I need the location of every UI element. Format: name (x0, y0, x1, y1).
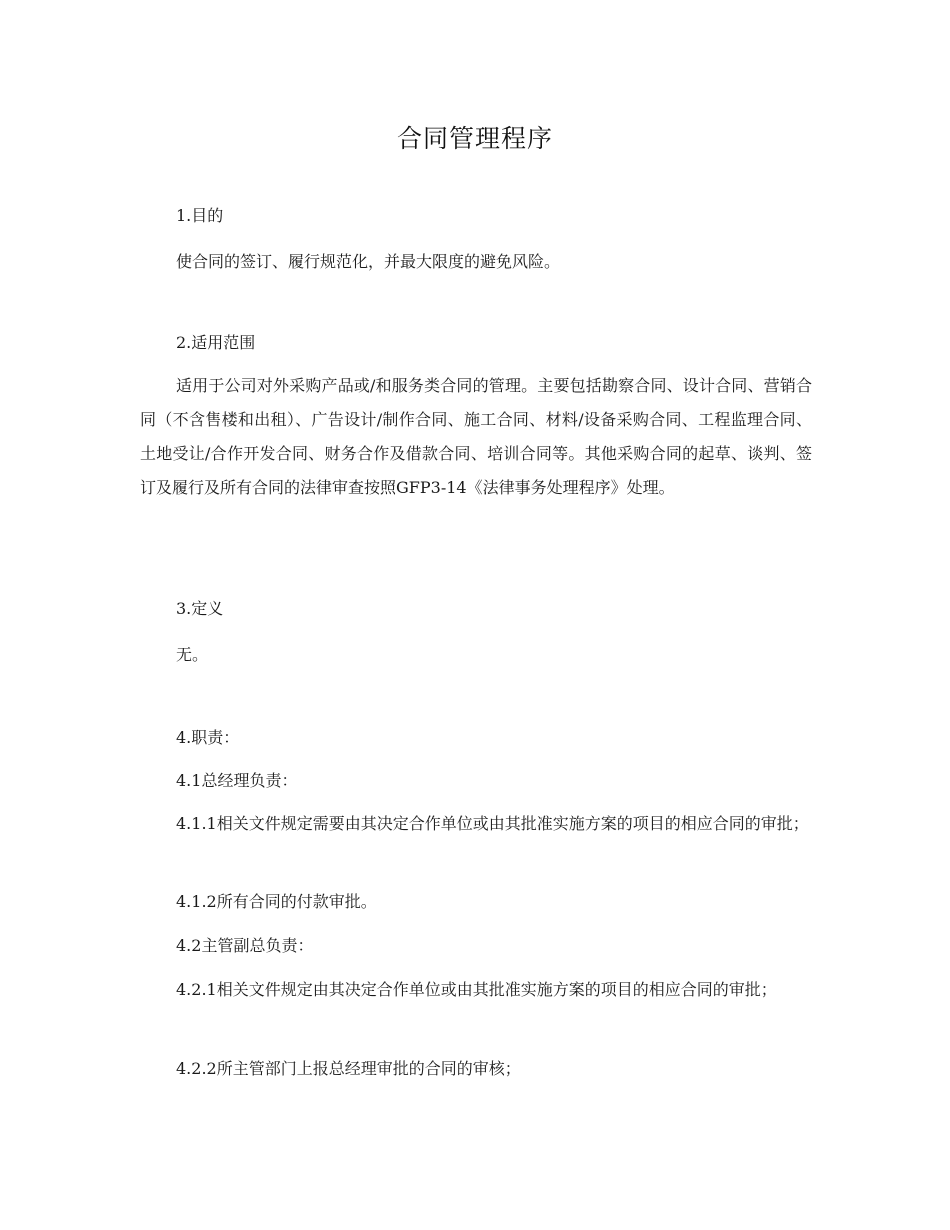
section-1-heading: 1.目的 (176, 206, 224, 225)
section-3-body: 无。 (176, 645, 209, 664)
section-4-heading: 4.职责： (176, 728, 240, 747)
section-4-2-1: 4.2.1相关文件规定由其决定合作单位或由其批准实施方案的项目的相应合同的审批； (176, 980, 777, 999)
section-4-2-heading: 4.2主管副总负责： (176, 936, 314, 955)
section-4-2-2: 4.2.2所主管部门上报总经理审批的合同的审核； (176, 1059, 521, 1078)
document-title: 合同管理程序 (396, 124, 553, 153)
section-4-1-2: 4.1.2所有合同的付款审批。 (176, 892, 377, 911)
section-3-heading: 3.定义 (176, 599, 224, 618)
section-2-heading: 2.适用范围 (176, 333, 256, 352)
section-4-1-1: 4.1.1相关文件规定需要由其决定合作单位或由其批准实施方案的项目的相应合同的审批； (176, 814, 809, 833)
section-4-1-heading: 4.1总经理负责： (176, 771, 298, 790)
section-2-body: 适用于公司对外采购产品或/和服务类合同的管理。主要包括勘察合同、设计合同、营销合同（不含售楼和出租）、广告设计/制作合同、施工合同、材料/设备采购合同、工程监理合同、土地受让/合作开发合同、财务合作及借款合同、培训合同等。其他采购合同的起草、谈判、签订及履行及所有合同的法律审查按照GFP3-14《法律事务处理程序》处理。 (140, 376, 812, 497)
section-1-body: 使合同的签订、履行规范化，并最大限度的避免风险。 (176, 252, 561, 271)
